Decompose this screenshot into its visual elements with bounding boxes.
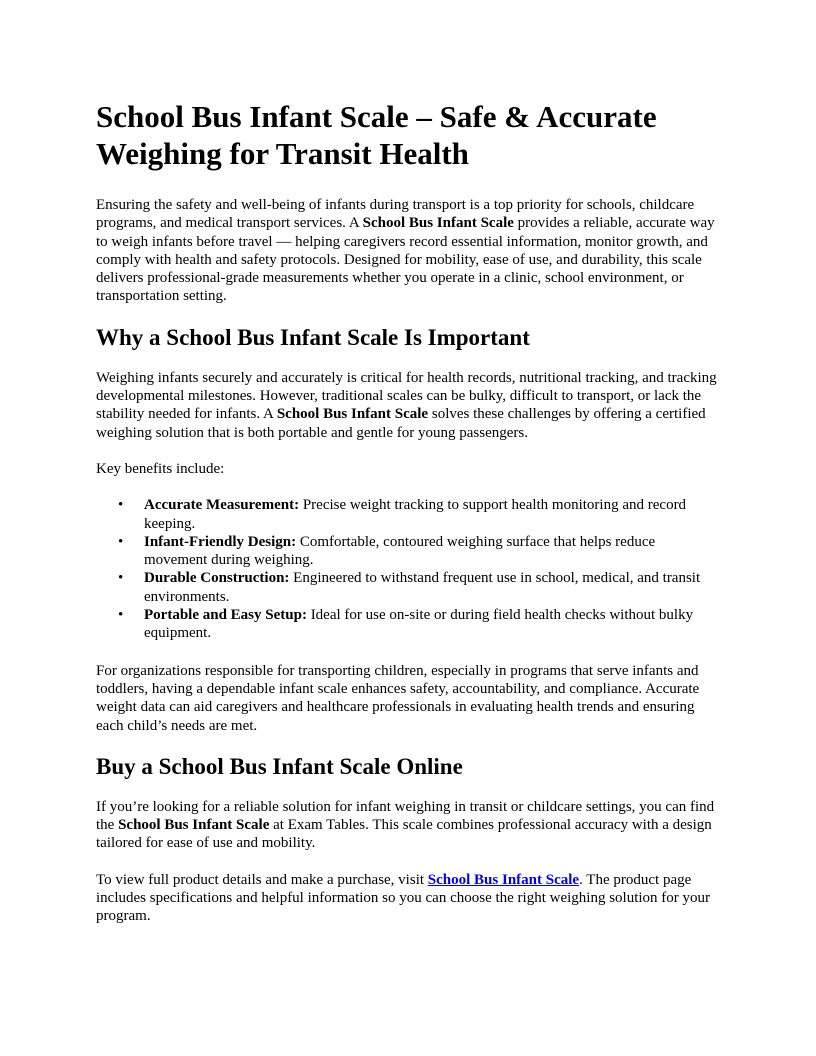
benefits-list (96, 496, 720, 642)
visit-paragraph (96, 871, 720, 926)
page-title: School Bus Infant Scale – Safe & Accurate Weighing for Transit Health (96, 99, 657, 171)
importance-text-before: Weighing infants securely and accurately is critical for health records, nutritional tracking, and tracking developmental milestones. However, traditional scales can be bulky, difficult to transport, or lack the stability needed for infants. A (96, 369, 717, 423)
benefits-intro: Key benefits include: (96, 460, 225, 477)
bullet-icon: • (118, 497, 124, 514)
benefit-label: Durable Construction: (144, 570, 290, 587)
section-heading-importance: Why a School Bus Infant Scale Is Important (96, 324, 530, 350)
benefit-text: Comfortable, contoured weighing surface that helps reduce movement during weighing. (144, 533, 656, 569)
visit-text-before: To view full product details and make a purchase, visit (96, 871, 428, 888)
intro-bold-product: School Bus Infant Scale (362, 215, 514, 232)
document-page (96, 98, 720, 944)
benefit-label: Accurate Measurement: (144, 497, 300, 514)
intro-text-before: Ensuring the safety and well-being of infants during transport is a top priority for schools, childcare programs, and medical transport services. A (96, 197, 695, 232)
bullet-icon: • (118, 607, 124, 624)
buy-bold-product: School Bus Infant Scale (118, 817, 270, 834)
list-item (118, 496, 720, 533)
section-heading-buy-online: Buy a School Bus Infant Scale Online (96, 753, 463, 779)
buy-paragraph (96, 798, 720, 853)
benefit-label: Portable and Easy Setup: (144, 607, 307, 624)
bullet-icon: • (118, 570, 124, 587)
importance-paragraph (96, 369, 720, 442)
benefit-label: Infant-Friendly Design: (144, 533, 297, 550)
organizations-paragraph: For organizations responsible for transporting children, especially in programs that serve infants and toddlers, having a dependable infant scale enhances safety, accountability, and compliance. Accurate weight data can aid caregivers and healthcare professionals in evaluating health trends and ensuring each child’s needs are met. (96, 662, 700, 734)
list-item (118, 533, 720, 570)
benefit-text: Engineered to withstand frequent use in school, medical, and transit environments. (144, 570, 701, 605)
list-item (118, 606, 720, 643)
importance-bold-product: School Bus Infant Scale (276, 406, 429, 423)
benefit-text: Ideal for use on-site or during field health checks without bulky equipment. (144, 607, 694, 642)
intro-text-after: provides a reliable, accurate way to weigh infants before travel — helping caregivers record essential information, monitor growth, and comply with health and safety protocols. Designed for mobility, ease of use, and durability, this scale delivers professional-grade measurements whether you operate in a clinic, school environment, or transportation setting. (96, 215, 715, 305)
benefit-text: Precise weight tracking to support health monitoring and record keeping. (144, 497, 687, 532)
importance-text-after: solves these challenges by offering a certified weighing solution that is both portable and gentle for young passengers. (96, 406, 706, 441)
buy-text-before: If you’re looking for a reliable solution for infant weighing in transit or childcare settings, you can find the (96, 798, 715, 834)
product-link[interactable]: School Bus Infant Scale (427, 871, 580, 888)
list-item (118, 569, 720, 606)
intro-paragraph (96, 196, 720, 306)
buy-text-after: at Exam Tables. This scale combines professional accuracy with a design tailored for ease of use and mobility. (96, 817, 712, 852)
visit-text-after: . The product page includes specifications and helpful information so you can choose the right weighing solution for your program. (96, 871, 711, 925)
bullet-icon: • (118, 533, 124, 550)
